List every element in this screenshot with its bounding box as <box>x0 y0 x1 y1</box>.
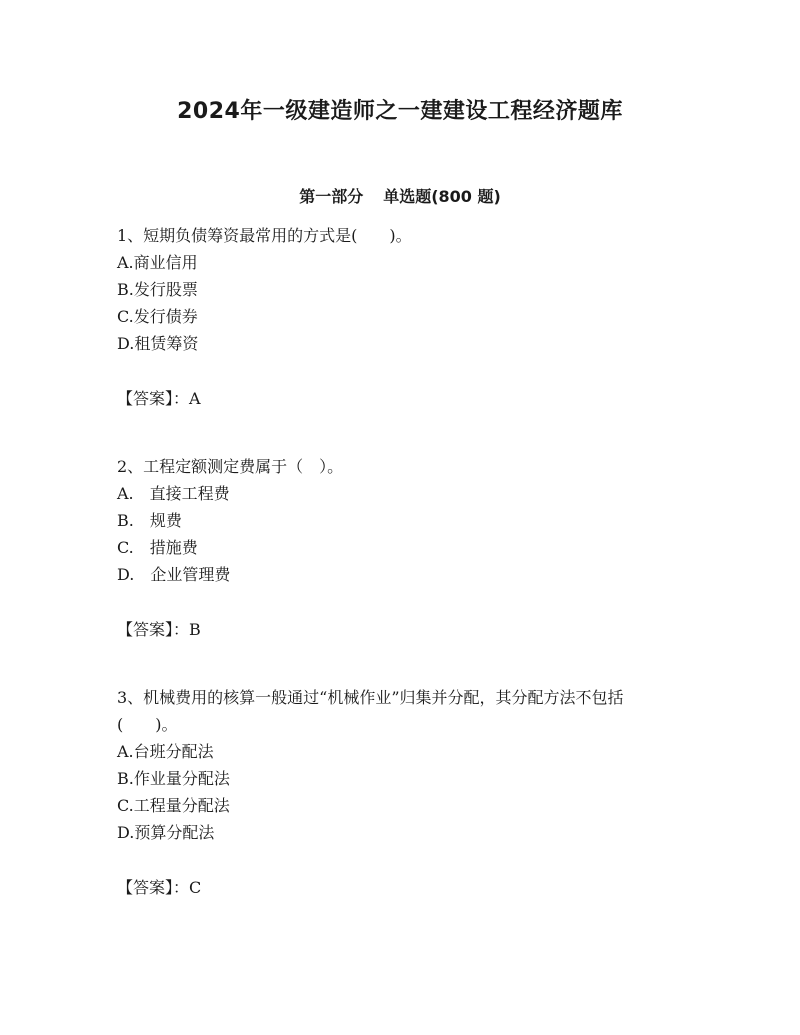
option-a: A.商业信用 <box>117 253 198 272</box>
page-title: 2024年一级建造师之一建建设工程经济题库 <box>177 99 623 124</box>
question-stem: 1、短期负债筹资最常用的方式是( )。 <box>117 226 412 245</box>
option-b: B.发行股票 <box>117 280 198 299</box>
section-heading <box>0 184 800 207</box>
option-c: C.工程量分配法 <box>117 796 230 815</box>
answer-line: 【答案】：A <box>117 389 201 408</box>
question-stem: 3、机械费用的核算一般通过“机械作业”归集并分配，其分配方法不包括( )。 <box>117 688 624 734</box>
question-1 <box>117 222 687 412</box>
section-part: 第一部分 <box>299 187 364 206</box>
answer-line: 【答案】：C <box>117 878 202 897</box>
question-3 <box>117 684 687 901</box>
answer-line: 【答案】：B <box>117 620 201 639</box>
question-2 <box>117 453 687 643</box>
option-a: A. 直接工程费 <box>117 484 230 503</box>
option-d: D. 企业管理费 <box>117 565 231 584</box>
section-type: 单选题(800 题) <box>383 187 501 206</box>
option-d: D.租赁筹资 <box>117 334 199 353</box>
option-a: A.台班分配法 <box>117 742 214 761</box>
option-b: B. 规费 <box>117 511 182 530</box>
option-d: D.预算分配法 <box>117 823 215 842</box>
option-c: C.发行债券 <box>117 307 198 326</box>
option-c: C. 措施费 <box>117 538 198 557</box>
option-b: B.作业量分配法 <box>117 769 230 788</box>
question-stem: 2、工程定额测定费属于（ ）。 <box>117 457 344 476</box>
